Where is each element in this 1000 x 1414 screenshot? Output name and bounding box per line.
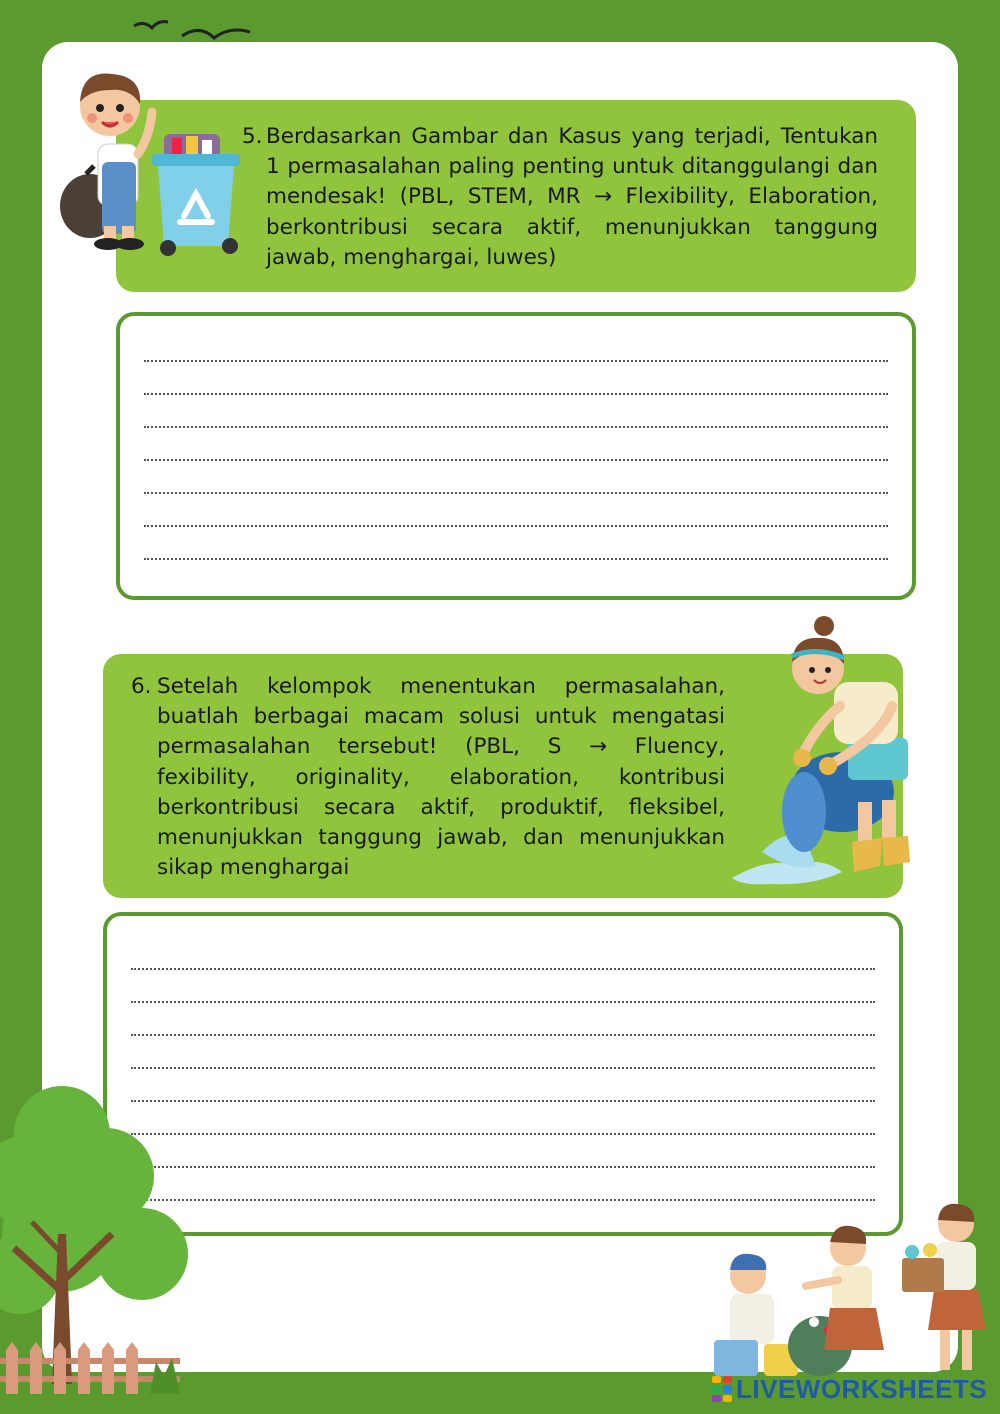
question-5-text: Berdasarkan Gambar dan Kasus yang terjadi, Tentukan 1 permasalahan paling penting untuk ditanggulangi dan mendesak! (PBL, STEM, MR → Flexibility, Elaboration, berkontribusi secara aktif, menunjukkan tanggung jawab, menghargai, luwes) bbox=[266, 124, 878, 270]
children-recycling-icon bbox=[708, 1200, 988, 1380]
answer-6-line[interactable] bbox=[131, 1034, 875, 1036]
answer-5-line[interactable] bbox=[144, 360, 888, 362]
question-6-number: 6. bbox=[131, 674, 152, 699]
answer-5-line[interactable] bbox=[144, 558, 888, 560]
question-5-number: 5. bbox=[242, 124, 263, 149]
answer-5-line[interactable] bbox=[144, 426, 888, 428]
recycle-bin-icon bbox=[150, 130, 242, 258]
answer-6-line[interactable] bbox=[131, 1166, 875, 1168]
fence-icon bbox=[0, 1338, 190, 1394]
answer-5-line[interactable] bbox=[144, 525, 888, 527]
answer-6-box[interactable] bbox=[103, 912, 903, 1236]
boy-with-trash-bag-icon bbox=[52, 66, 162, 256]
question-6-text: Setelah kelompok menentukan permasalahan, buatlah berbagai macam solusi untuk mengatasi permasalahan tersebut! (PBL, S → Fluency, fexibility, originality, elaboration, kontribusi berkontribusi secara aktif, produktif, fleksibel, menunjukkan tanggung jawab, dan menunjukkan sikap menghargai bbox=[157, 674, 725, 881]
answer-6-line[interactable] bbox=[131, 1100, 875, 1102]
answer-5-line[interactable] bbox=[144, 393, 888, 395]
answer-6-line[interactable] bbox=[131, 1001, 875, 1003]
answer-5-box[interactable] bbox=[116, 312, 916, 600]
answer-6-line[interactable] bbox=[131, 1067, 875, 1069]
liveworksheets-watermark bbox=[712, 1372, 987, 1406]
liveworksheets-logo-icon bbox=[712, 1376, 732, 1402]
watermark-text: LIVEWORKSHEETS bbox=[736, 1373, 988, 1404]
girl-pouring-bucket-icon bbox=[732, 616, 922, 888]
answer-6-line[interactable] bbox=[131, 1133, 875, 1135]
answer-5-line[interactable] bbox=[144, 459, 888, 461]
answer-6-line[interactable] bbox=[131, 968, 875, 970]
bird-icon bbox=[130, 18, 270, 48]
answer-5-line[interactable] bbox=[144, 492, 888, 494]
